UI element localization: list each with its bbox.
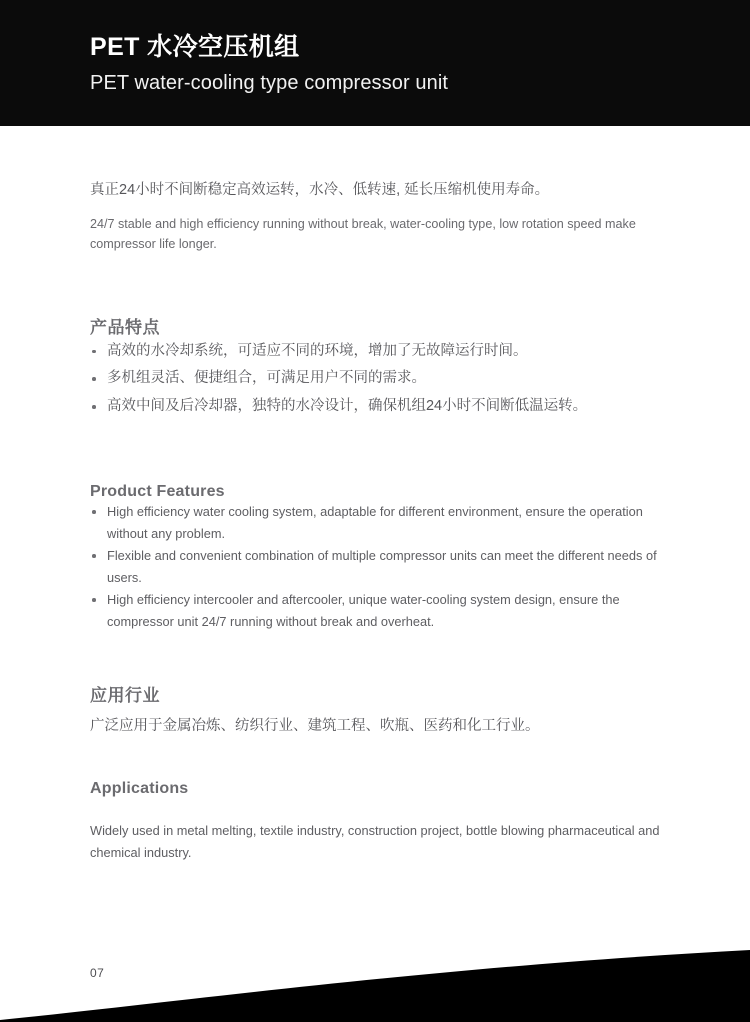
section-applications-en (90, 780, 682, 864)
header-banner (0, 0, 750, 126)
heading-applications-cn: 应用行业 (90, 686, 160, 706)
body-applications-cn: 广泛应用于金属冶炼、纺织行业、建筑工程、吹瓶、医药和化工行业。 (90, 718, 540, 735)
list-item: High efficiency intercooler and aftercooler, unique water-cooling system design, ensure the compressor unit 24/7 running without break and overheat. (90, 589, 682, 633)
intro-text-cn: 真正24小时不间断稳定高效运转，水冷、低转速, 延长压缩机使用寿命。 (90, 182, 550, 198)
list-item: 多机组灵活、便捷组合，可满足用户不同的需求。 (90, 365, 682, 393)
list-item: 高效的水冷却系统，可适应不同的环境，增加了无故障运行时间。 (90, 338, 682, 366)
page-title-en: PET water-cooling type compressor unit (90, 71, 449, 94)
heading-applications-en: Applications (90, 780, 189, 798)
list-item: 高效中间及后冷却器，独特的水冷设计，确保机组24小时不间断低温运转。 (90, 393, 682, 421)
page-number: 07 (90, 966, 105, 980)
heading-product-features-en: Product Features (90, 483, 225, 501)
header-title-group (90, 33, 448, 95)
section-applications-cn (90, 681, 682, 738)
list-product-features-cn (90, 338, 682, 421)
footer-swoosh-decoration (0, 932, 750, 1022)
list-item: Flexible and convenient combination of multiple compressor units can meet the different needs of users. (90, 545, 682, 589)
heading-product-features-cn: 产品特点 (90, 317, 160, 337)
content-area (90, 126, 682, 864)
body-applications-en: Widely used in metal melting, textile industry, construction project, bottle blowing pharmaceutical and chemical industry. (90, 823, 660, 861)
list-product-features-en (90, 501, 682, 633)
page-title-cn: PET 水冷空压机组 (90, 33, 300, 61)
intro-block (90, 126, 682, 255)
section-product-features-en (90, 483, 682, 633)
intro-text-en: 24/7 stable and high efficiency running without break, water-cooling type, low rotation speed make compressor life longer. (90, 216, 636, 252)
section-product-features-cn (90, 313, 682, 421)
list-item: High efficiency water cooling system, adaptable for different environment, ensure the operation without any problem. (90, 501, 682, 545)
